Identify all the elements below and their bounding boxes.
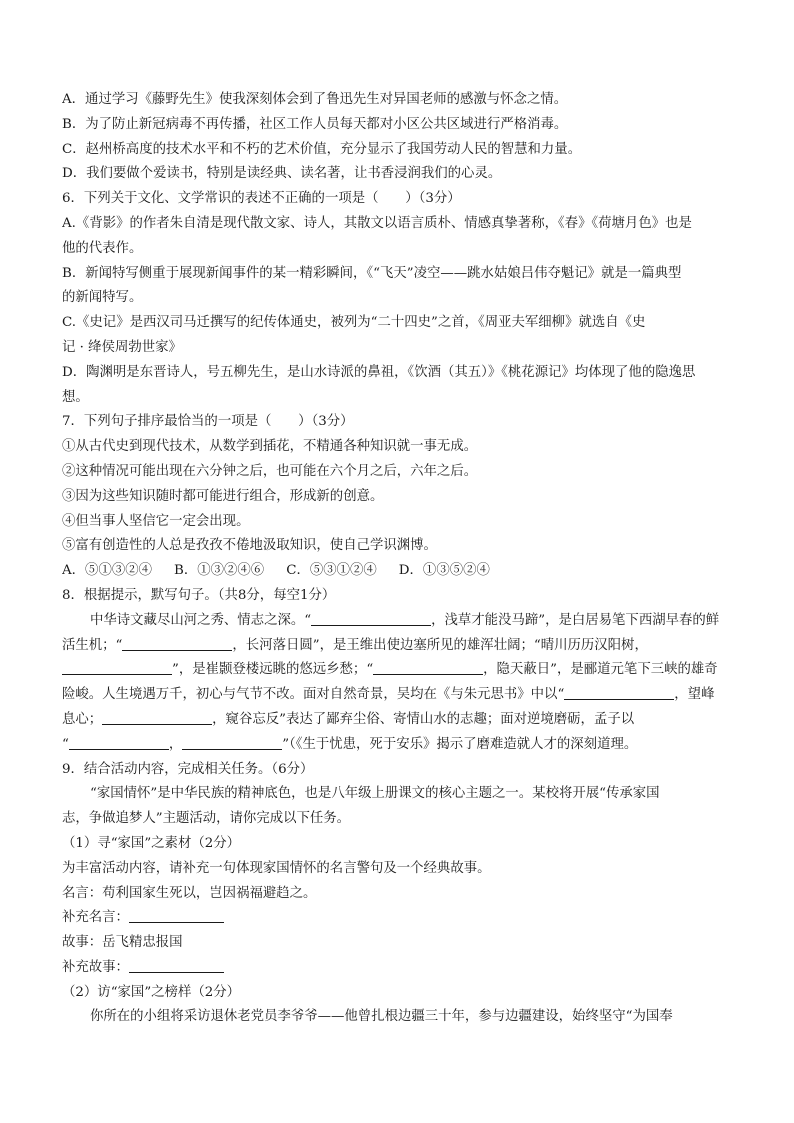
q6-option-a-line2: 他的代表作。 [62,240,143,256]
q5-option-d: D．我们要做个爱读书，特别是读经典、读名著，让书香浸润我们的心灵。 [62,166,502,182]
q9-task2-desc: 你所在的小组将采访退休老党员李爷爷——他曾扎根边疆三十年，参与边疆建设，始终坚守“为国奉 [90,1009,673,1025]
answer-blank[interactable] [564,684,674,700]
q8-text: ， [168,736,183,752]
q8-line-2 [62,634,732,659]
q7-options [62,559,732,584]
q8-text: ，望峰 [674,687,715,703]
answer-blank[interactable] [129,957,224,973]
q8-text: 息心； [62,711,103,727]
q7-option-c: C．⑤③①②④ [286,563,377,579]
q7-sentence-2: ②这种情况可能出现在六分钟之后，也可能在六个月之后，六年之后。 [62,463,478,479]
q9-supplement-story [62,956,732,981]
exam-page [62,88,732,1030]
q9-intro-line2: 志，争做追梦人”主题活动，请你完成以下任务。 [62,811,351,827]
q6-option-b-line1: B．新闻特写侧重于展现新闻事件的某一精彩瞬间，《“飞天”凌空——跳水姑娘吕伟夺魁记》就是一篇典型 [62,265,682,281]
q5-option-b: B．为了防止新冠病毒不再传播，社区工作人员每天都对小区公共区域进行严格消毒。 [62,116,568,132]
q6-option-c-line1: C.《史记》是西汉司马迁撰写的纪传体通史，被列为“二十四史”之首，《周亚夫军细柳》就选自《史 [62,315,646,331]
q9-label: 补充名言： [62,910,129,926]
q7-sentence-5: ⑤富有创造性的人总是孜孜不倦地汲取知识，使自己学识渊博。 [62,538,437,554]
q9-label: 补充故事： [62,959,129,975]
q8-line-3 [62,658,732,683]
q6-stem: 6．下列关于文化、文学常识的表述不正确的一项是（ ）（3分） [62,191,461,207]
q8-text: 活生机；“ [62,637,123,653]
q8-line-6 [62,733,732,758]
q7-stem: 7．下列句子排序最恰当的一项是（ ）（3分） [62,414,354,430]
answer-blank[interactable] [102,709,212,725]
answer-blank[interactable] [122,635,232,651]
q9-story: 故事：岳飞精忠报国 [62,935,183,951]
q8-text: 中华诗文藏尽山河之秀、情志之深。“ [90,612,312,628]
q9-task1-title: （1）寻“家国”之素材（2分） [62,835,241,851]
q9-intro-line1: “家国情怀”是中华民族的精神底色，也是八年级上册课文的核心主题之一。某校将开展“传承家国 [90,786,660,802]
q8-line-4 [62,683,732,708]
q6-option-d-line2: 想。 [62,389,89,405]
q8-text: ”，是崔颢登楼远眺的悠远乡愁；“ [172,662,374,678]
q8-text: ，长河落日圆”，是王维出使边塞所见的雄浑壮阔；“晴川历历汉阳树， [232,637,648,653]
q7-option-d: D．①③⑤②④ [398,563,490,579]
answer-blank[interactable] [62,659,172,675]
q8-line-1 [62,609,732,634]
answer-blank[interactable] [182,734,282,750]
q8-text: 险峻。人生境遇万千，初心与气节不改。面对自然奇景，吴均在《与朱元思书》中以“ [62,687,565,703]
q5-option-a: A．通过学习《藤野先生》使我深刻体会到了鲁迅先生对异国老师的感激与怀念之情。 [62,92,568,107]
q6-option-d-line1: D．陶渊明是东晋诗人，号五柳先生，是山水诗派的鼻祖，《饮酒（其五）》《桃花源记》均体现了他的隐逸思 [62,364,696,380]
q8-text: ，浅草才能没马蹄”，是白居易笔下西湖早春的鲜 [431,612,720,628]
q9-task1-desc: 为丰富活动内容，请补充一句体现家国情怀的名言警句及一个经典故事。 [62,860,491,876]
q7-sentence-3: ③因为这些知识随时都可能进行组合，形成新的创意。 [62,488,384,504]
q8-text: ”（《生于忧患，死于安乐》揭示了磨难造就人才的深刻道理。 [282,736,638,752]
q6-option-b-line2: 的新闻特写。 [62,290,143,306]
answer-blank[interactable] [129,907,224,923]
answer-blank[interactable] [311,610,431,626]
q6-option-a-line1: A.《背影》的作者朱自清是现代散文家、诗人，其散文以语言质朴、情感真挚著称，《春》《荷塘月色》也是 [62,215,692,231]
q8-line-5 [62,708,732,733]
q8-stem: 8．根据提示，默写句子。（共8分，每空1分） [62,587,336,603]
q9-supplement-quote [62,906,732,931]
q9-stem: 9．结合活动内容，完成相关任务。（6分） [62,761,314,777]
q6-option-c-line2: 记 · 绛侯周勃世家》 [62,339,182,355]
q7-sentence-4: ④但当事人坚信它一定会出现。 [62,513,250,529]
q9-quote: 名言：苟利国家生死以，岂因祸福避趋之。 [62,885,317,901]
q7-sentence-1: ①从古代史到现代技术，从数学到插花，不精通各种知识就一事无成。 [62,439,478,455]
q7-option-a: A．⑤①③②④ [62,563,153,579]
answer-blank[interactable] [373,659,483,675]
q5-option-c: C．赵州桥高度的技术水平和不朽的艺术价值，充分显示了我国劳动人民的智慧和力量。 [62,141,582,157]
q7-option-b: B．①③②④⑥ [174,563,265,579]
q9-task2-title: （2）访“家国”之榜样（2分） [62,984,241,1000]
answer-blank[interactable] [69,734,169,750]
q8-text: “ [62,736,69,752]
q8-text: ，隐天蔽日”，是郦道元笔下三峡的雄奇 [483,662,718,678]
q8-text: ，窥谷忘反”表达了鄙弃尘俗、寄情山水的志趣；面对逆境磨砺，孟子以 [212,711,635,727]
